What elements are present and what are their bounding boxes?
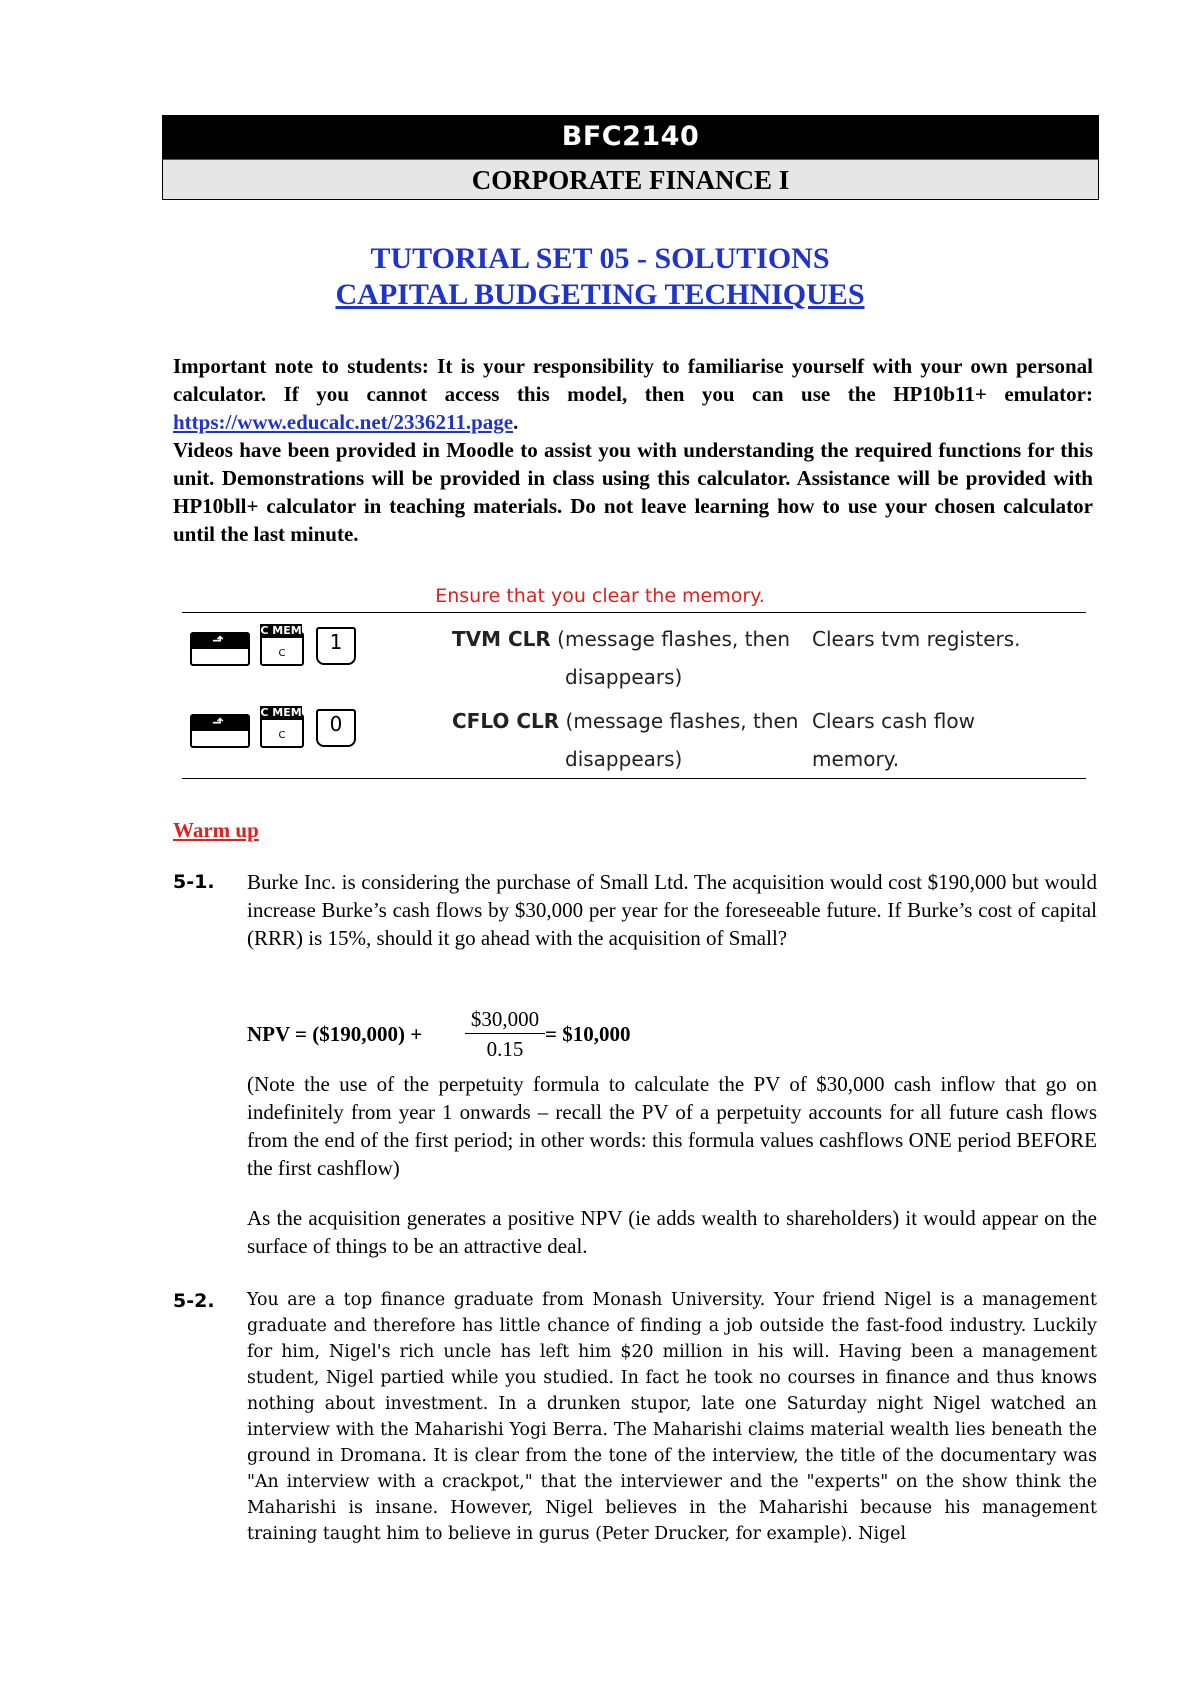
course-title-banner: CORPORATE FINANCE I (162, 159, 1099, 200)
shift-key-icon: ⬏ (190, 714, 250, 748)
fraction-denominator: 0.15 (486, 1037, 524, 1061)
key-sequence (186, 704, 376, 750)
table-bottom-rule (182, 778, 1086, 779)
tutorial-subtitle: CAPITAL BUDGETING TECHNIQUES (335, 278, 865, 311)
note-paragraph-2: Videos have been provided in Moodle to assist you with understanding the required functions for this unit. Demonstrations will be provided in class using this calculator. Assistance will be provided with HP10bll+ calculator in teaching materials. Do not leave learning how to use your chosen calculator until the last minute. (173, 438, 1093, 546)
shift-key-icon: ⬏ (190, 632, 250, 666)
course-code-banner: BFC2140 (162, 115, 1099, 159)
important-note (173, 352, 1093, 548)
npv-equation-label: NPV = ($190,000) + (247, 1022, 423, 1046)
function-description: Clears cash flow memory. (812, 709, 975, 771)
note-text: Important note to students: It is your responsibility to familiarise yourself with your own personal calculator. If you cannot access this model, then you can use the HP10b11+ emulator: (173, 354, 1093, 406)
cmem-key-icon: C MEM C (260, 714, 304, 748)
digit-key-icon: 0 (316, 709, 356, 747)
question-text: Burke Inc. is considering the purchase of Small Ltd. The acquisition would cost $190,000 but would increase Burke’s cash flows by $30,000 per year for the foreseeable future. If Burke’s cost of capital (RRR) is 15%, should it go ahead with the acquisition of Small? (247, 870, 1097, 950)
note-paragraph-1 (173, 352, 1093, 436)
fraction-numerator: $30,000 (470, 1007, 540, 1031)
perpetuity-fraction (465, 1006, 545, 1062)
function-name: CFLO CLR (message flashes, then disappears) (452, 709, 799, 771)
key-sequence (186, 622, 376, 668)
cmem-key-icon: C MEM C (260, 632, 304, 666)
memory-heading: Ensure that you clear the memory. (435, 585, 765, 607)
function-description: Clears tvm registers. (812, 627, 1021, 651)
emulator-link[interactable]: https://www.educalc.net/2336211.page (173, 410, 514, 434)
question-number: 5-2. (173, 1290, 215, 1312)
solution-conclusion: As the acquisition generates a positive NPV (ie adds wealth to shareholders) it would appear on the surface of things to be an attractive deal. (247, 1206, 1097, 1258)
question-number: 5-1. (173, 871, 215, 893)
solution-note: (Note the use of the perpetuity formula to calculate the PV of $30,000 cash inflow that go on indefinitely from year 1 onwards – recall the PV of a perpetuity accounts for all future cash flows from the end of the first period; in other words: this formula values cashflows ONE period BEFORE the first cashflow) (247, 1072, 1097, 1180)
warmup-heading: Warm up (173, 818, 259, 842)
npv-result: = $10,000 (545, 1022, 631, 1046)
function-bold: CFLO CLR (452, 709, 560, 733)
tutorial-title: TUTORIAL SET 05 - SOLUTIONS (370, 242, 830, 275)
function-bold: TVM CLR (452, 627, 551, 651)
digit-key-icon: 1 (316, 627, 356, 665)
function-name: TVM CLR (message flashes, then disappears) (452, 627, 791, 689)
question-text: You are a top finance graduate from Monash University. Your friend Nigel is a management graduate and therefore has little chance of finding a job outside the fast-food industry. Luckily for him, Nigel's rich uncle has left him $20 million in his will. Having been a management student, Nigel partied while you studied. In fact he took no courses in finance and thus knows nothing about investment. In a drunken stupor, late one Saturday night Nigel watched an interview with the Maharishi Yogi Berra. The Maharishi claims material wealth lies beneath the ground in Dromana. It is clear from the tone of the interview, the title of the documentary was "An interview with a crackpot," that the interviewer and the "experts" on the show think the Maharishi is insane. However, Nigel believes in the Maharishi because his management training taught him to believe in gurus (Peter Drucker, for example). Nigel (247, 1290, 1097, 1544)
table-top-rule (182, 612, 1086, 613)
note-period: . (513, 410, 519, 434)
